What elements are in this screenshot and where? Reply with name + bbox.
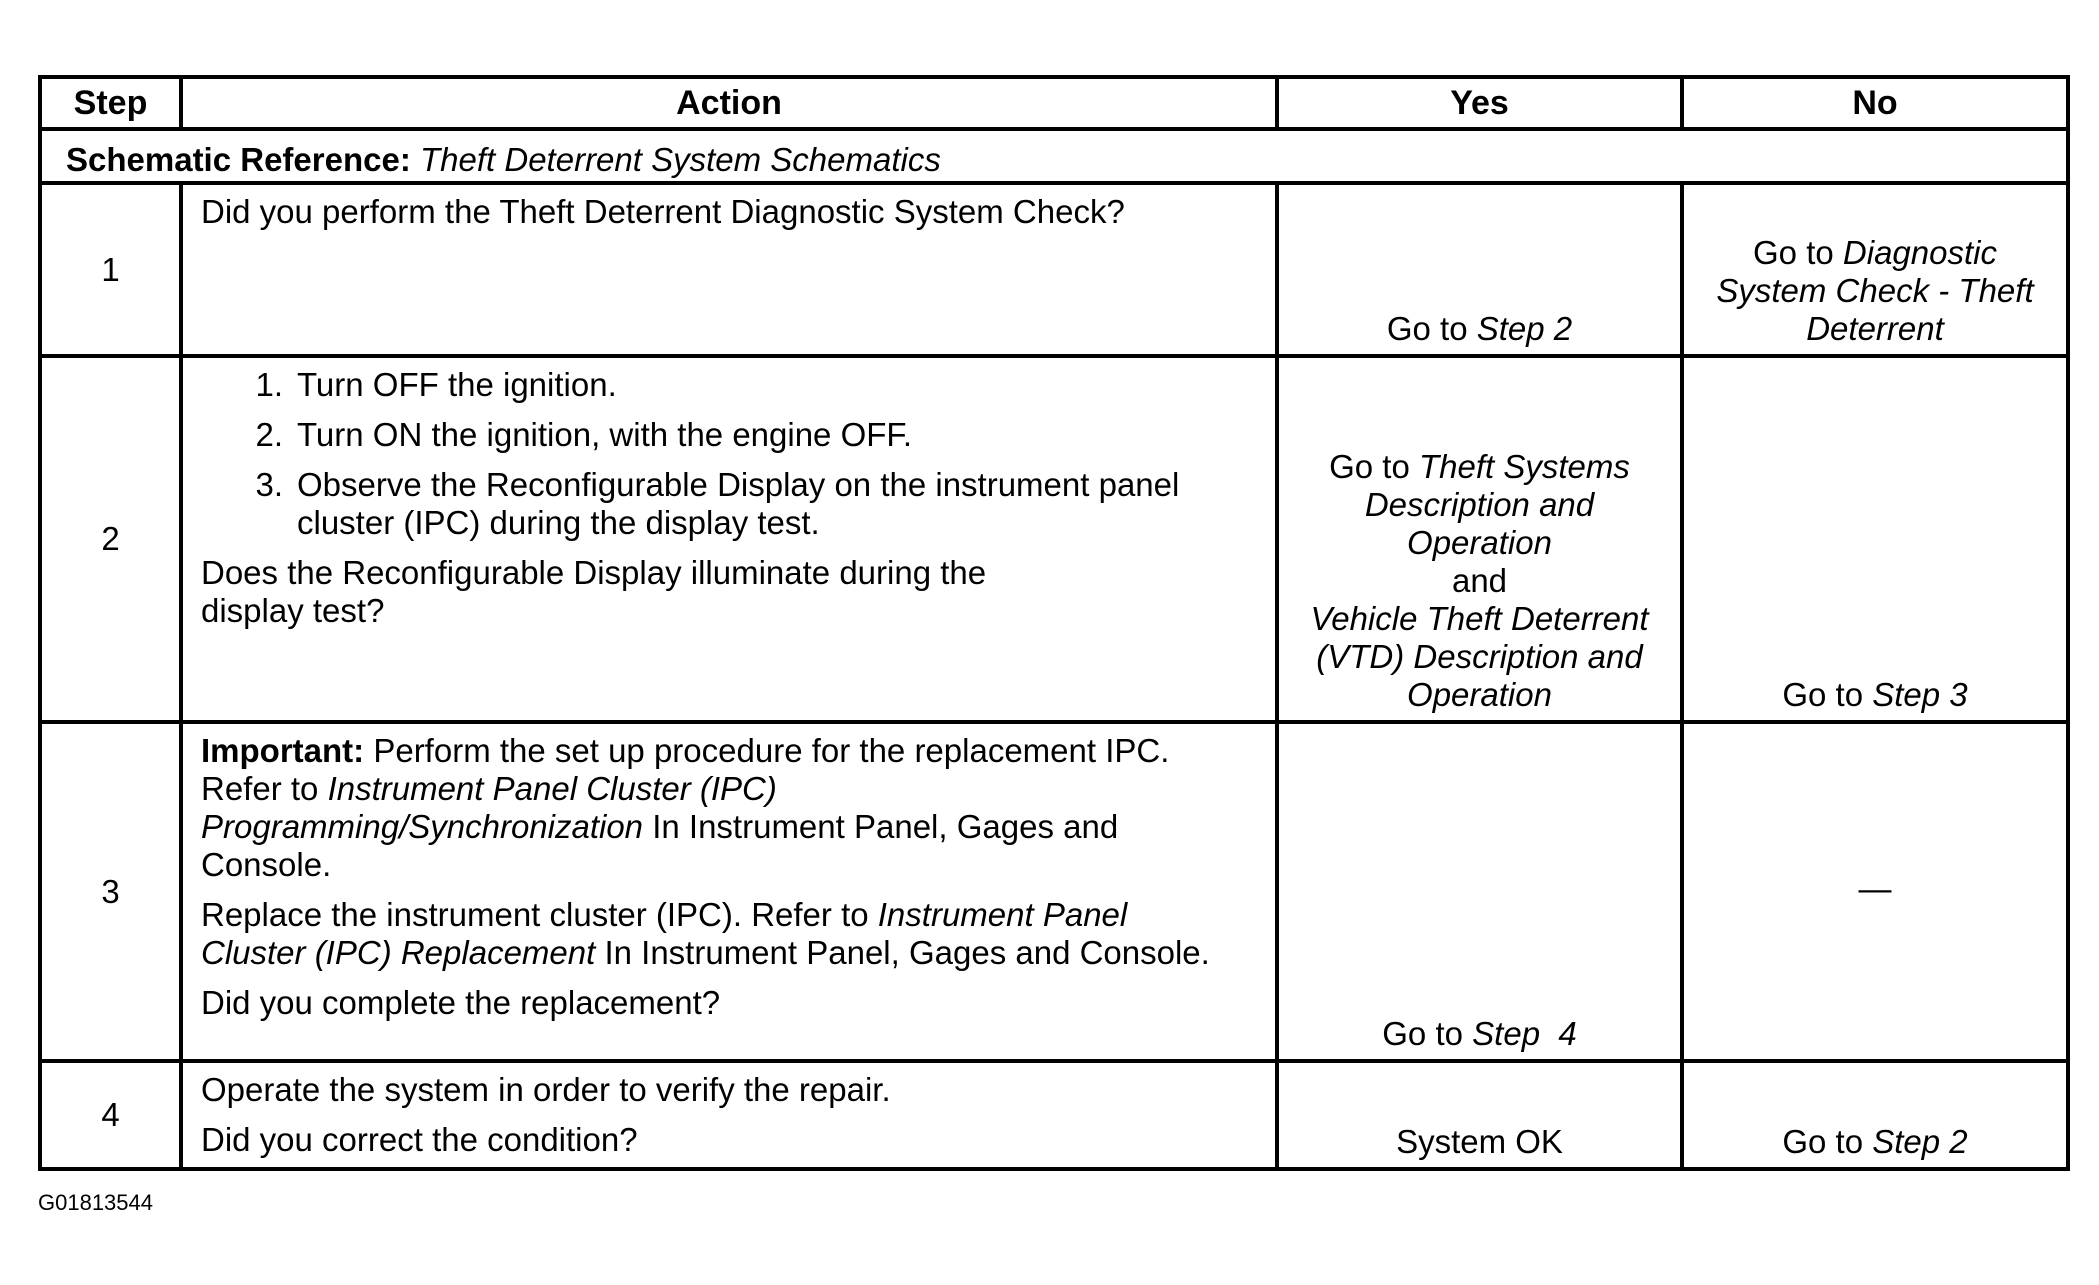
no-link[interactable]: Diagnostic System Check - Theft Deterrent [1716, 234, 2034, 347]
action-cell [181, 722, 1277, 1061]
question-text: Did you correct the condition? [201, 1121, 638, 1158]
yes-link[interactable]: Vehicle Theft Deterrent (VTD) Description and Operation [1310, 600, 1649, 713]
schematic-link[interactable]: Theft Deterrent System Schematics [420, 141, 941, 178]
substep-text: Turn ON the ignition, with the engine OFF. [297, 416, 913, 453]
yes-prefix: Go to [1329, 448, 1410, 485]
no-cell [1682, 1061, 2068, 1169]
important-text: Perform the set up procedure for the replacement IPC. Refer to [201, 732, 1170, 807]
yes-cell [1277, 1061, 1682, 1169]
action-cell [181, 356, 1277, 722]
step-number: 2 [40, 356, 181, 722]
table-row [40, 356, 2068, 722]
substep-number: 1. [255, 366, 283, 403]
schematic-reference [40, 129, 2068, 183]
action-text: Operate the system in order to verify the repair. [201, 1071, 891, 1108]
important-tail: In Instrument Panel, Gages and Console. [201, 808, 1119, 883]
replace-note [201, 896, 1257, 972]
substep-list [201, 366, 1257, 542]
question-text: Did you complete the replacement? [201, 984, 721, 1021]
no-prefix: Go to [1782, 676, 1864, 713]
no-prefix: Go to [1782, 1123, 1864, 1160]
substep-text: Turn OFF the ignition. [297, 366, 617, 403]
header-yes: Yes [1277, 77, 1682, 129]
yes-and: and [1451, 562, 1508, 599]
no-prefix: Go to [1753, 234, 1834, 271]
step-number: 4 [40, 1061, 181, 1169]
important-ref-link[interactable]: Instrument Panel Cluster (IPC) Programming/Synchronization [201, 770, 777, 845]
substep-number: 3. [255, 466, 283, 503]
table-row [40, 722, 2068, 1061]
action-cell [181, 183, 1277, 356]
list-item [201, 366, 1257, 404]
step-number: 1 [40, 183, 181, 356]
yes-cell [1277, 183, 1682, 356]
list-item [201, 416, 1257, 454]
important-label: Important: [201, 732, 365, 769]
replace-text: Replace the instrument cluster (IPC). Refer to [201, 896, 869, 933]
no-link[interactable]: Step 2 [1872, 1123, 1968, 1160]
yes-link[interactable]: Theft Systems Description and Operation [1364, 448, 1630, 561]
action-text: Did you perform the Theft Deterrent Diagnostic System Check? [201, 193, 1125, 230]
important-note [201, 732, 1257, 884]
yes-prefix: Go to [1386, 310, 1468, 347]
schematic-label: Schematic Reference: [66, 141, 411, 178]
table-row [40, 1061, 2068, 1169]
table-row [40, 183, 2068, 356]
header-row [40, 77, 2068, 129]
no-cell [1682, 722, 2068, 1061]
action-cell [181, 1061, 1277, 1169]
substep-text: Observe the Reconfigurable Display on the instrument panel cluster (IPC) during the display test. [297, 466, 1180, 541]
header-action: Action [181, 77, 1277, 129]
yes-prefix: Go to [1382, 1015, 1463, 1052]
list-item [201, 466, 1257, 542]
yes-link[interactable]: Step 4 [1472, 1015, 1577, 1052]
yes-cell [1277, 356, 1682, 722]
no-cell [1682, 183, 2068, 356]
no-cell [1682, 356, 2068, 722]
header-no: No [1682, 77, 2068, 129]
substep-number: 2. [255, 416, 283, 453]
figure-code: G01813544 [38, 1190, 153, 1215]
no-dash: — [1858, 869, 1892, 907]
yes-text: System OK [1396, 1123, 1563, 1160]
diagnostic-table [38, 75, 2070, 1171]
no-link[interactable]: Step 3 [1872, 676, 1968, 713]
header-step: Step [40, 77, 181, 129]
yes-link[interactable]: Step 2 [1476, 310, 1573, 347]
schematic-row [40, 129, 2068, 183]
yes-cell [1277, 722, 1682, 1061]
replace-tail: In Instrument Panel, Gages and Console. [604, 934, 1210, 971]
question-text: Does the Reconfigurable Display illuminate during the display test? [201, 554, 987, 629]
replace-ref-link[interactable]: Instrument Panel Cluster (IPC) Replacement [201, 896, 1128, 971]
step-number: 3 [40, 722, 181, 1061]
